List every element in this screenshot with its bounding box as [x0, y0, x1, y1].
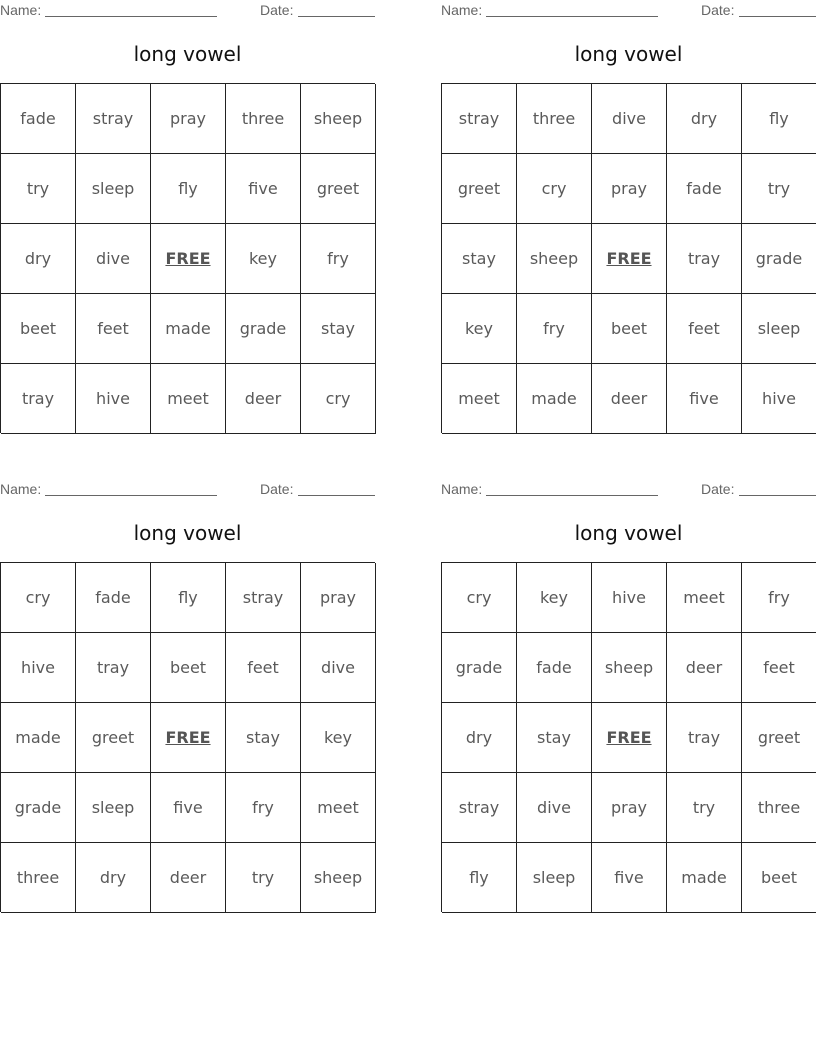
- bingo-cell: fry: [517, 294, 592, 364]
- bingo-cell: feet: [76, 294, 151, 364]
- bingo-cell: beet: [151, 633, 226, 703]
- bingo-cell: sheep: [301, 84, 376, 154]
- name-date-row: [441, 481, 816, 499]
- bingo-cell: dry: [667, 84, 742, 154]
- bingo-cell: beet: [1, 294, 76, 364]
- bingo-cell: sleep: [742, 294, 816, 364]
- bingo-cell: sheep: [301, 843, 376, 913]
- bingo-cell: hive: [76, 364, 151, 434]
- bingo-cell: tray: [1, 364, 76, 434]
- bingo-cell: hive: [592, 563, 667, 633]
- bingo-cell: stray: [442, 84, 517, 154]
- bingo-cell: dive: [592, 84, 667, 154]
- bingo-cell: fry: [301, 224, 376, 294]
- bingo-cell: stray: [442, 773, 517, 843]
- bingo-cell: dive: [76, 224, 151, 294]
- bingo-cell: key: [301, 703, 376, 773]
- date-blank-line: [298, 495, 375, 496]
- card-title: long vowel: [133, 42, 242, 66]
- card-title: long vowel: [133, 521, 242, 545]
- bingo-cell: feet: [667, 294, 742, 364]
- bingo-cell: deer: [226, 364, 301, 434]
- bingo-cell: three: [742, 773, 816, 843]
- bingo-cell: made: [667, 843, 742, 913]
- date-label: Date:: [260, 2, 294, 18]
- bingo-cell: fly: [742, 84, 816, 154]
- bingo-cell: three: [517, 84, 592, 154]
- date-blank-line: [739, 16, 816, 17]
- bingo-cell: dive: [301, 633, 376, 703]
- name-label: Name:: [441, 481, 483, 497]
- bingo-cell: tray: [667, 224, 742, 294]
- bingo-cell: key: [226, 224, 301, 294]
- free-space-cell: FREE: [151, 224, 226, 294]
- bingo-cell: pray: [151, 84, 226, 154]
- bingo-cell: made: [517, 364, 592, 434]
- bingo-cell: grade: [442, 633, 517, 703]
- date-label: Date:: [260, 481, 294, 497]
- bingo-cell: pray: [301, 563, 376, 633]
- bingo-cell: stay: [442, 224, 517, 294]
- bingo-cell: five: [151, 773, 226, 843]
- bingo-cell: beet: [592, 294, 667, 364]
- bingo-cell: five: [667, 364, 742, 434]
- bingo-cell: hive: [1, 633, 76, 703]
- bingo-cell: sheep: [592, 633, 667, 703]
- card-title: long vowel: [574, 521, 683, 545]
- bingo-cell: stay: [517, 703, 592, 773]
- bingo-cell: greet: [76, 703, 151, 773]
- name-blank-line: [45, 16, 217, 17]
- bingo-cell: meet: [151, 364, 226, 434]
- bingo-cell: fade: [1, 84, 76, 154]
- bingo-cell: key: [517, 563, 592, 633]
- bingo-cell: meet: [667, 563, 742, 633]
- bingo-cell: greet: [442, 154, 517, 224]
- date-blank-line: [298, 16, 375, 17]
- bingo-cell: dry: [76, 843, 151, 913]
- bingo-cell: grade: [1, 773, 76, 843]
- bingo-cell: cry: [1, 563, 76, 633]
- bingo-cell: dry: [442, 703, 517, 773]
- bingo-cell: five: [226, 154, 301, 224]
- bingo-cell: meet: [301, 773, 376, 843]
- bingo-cell: stay: [301, 294, 376, 364]
- bingo-cell: beet: [742, 843, 816, 913]
- bingo-cell: fade: [667, 154, 742, 224]
- bingo-cell: sleep: [517, 843, 592, 913]
- bingo-cell: fly: [151, 154, 226, 224]
- name-label: Name:: [0, 481, 42, 497]
- bingo-grid: [0, 83, 375, 433]
- name-date-row: [0, 2, 375, 20]
- name-date-row: [441, 2, 816, 20]
- bingo-cell: feet: [226, 633, 301, 703]
- free-space-cell: FREE: [151, 703, 226, 773]
- bingo-cell: feet: [742, 633, 816, 703]
- bingo-cell: dry: [1, 224, 76, 294]
- bingo-cell: stay: [226, 703, 301, 773]
- bingo-cell: made: [1, 703, 76, 773]
- bingo-cell: stray: [226, 563, 301, 633]
- bingo-cell: deer: [592, 364, 667, 434]
- bingo-cell: five: [592, 843, 667, 913]
- bingo-cell: fade: [517, 633, 592, 703]
- bingo-cell: grade: [742, 224, 816, 294]
- bingo-cell: three: [1, 843, 76, 913]
- bingo-cell: fade: [76, 563, 151, 633]
- bingo-cell: cry: [301, 364, 376, 434]
- bingo-cell: meet: [442, 364, 517, 434]
- bingo-cell: greet: [742, 703, 816, 773]
- bingo-cell: try: [1, 154, 76, 224]
- bingo-cell: hive: [742, 364, 816, 434]
- name-date-row: [0, 481, 375, 499]
- bingo-cell: fry: [742, 563, 816, 633]
- bingo-cell: made: [151, 294, 226, 364]
- bingo-grid: [441, 562, 816, 912]
- bingo-cell: sleep: [76, 154, 151, 224]
- bingo-grid: [441, 83, 816, 433]
- bingo-cell: deer: [151, 843, 226, 913]
- name-blank-line: [45, 495, 217, 496]
- name-blank-line: [486, 16, 658, 17]
- bingo-cell: tray: [667, 703, 742, 773]
- bingo-grid: [0, 562, 375, 912]
- bingo-cell: fly: [442, 843, 517, 913]
- bingo-cell: key: [442, 294, 517, 364]
- bingo-cell: pray: [592, 154, 667, 224]
- bingo-cell: try: [742, 154, 816, 224]
- bingo-cell: grade: [226, 294, 301, 364]
- bingo-cell: deer: [667, 633, 742, 703]
- bingo-cell: dive: [517, 773, 592, 843]
- name-label: Name:: [0, 2, 42, 18]
- bingo-cell: greet: [301, 154, 376, 224]
- card-title: long vowel: [574, 42, 683, 66]
- bingo-cell: try: [226, 843, 301, 913]
- bingo-cell: sheep: [517, 224, 592, 294]
- bingo-cell: try: [667, 773, 742, 843]
- bingo-cell: fly: [151, 563, 226, 633]
- bingo-cell: pray: [592, 773, 667, 843]
- bingo-cell: cry: [517, 154, 592, 224]
- bingo-cell: stray: [76, 84, 151, 154]
- bingo-cell: sleep: [76, 773, 151, 843]
- bingo-cell: tray: [76, 633, 151, 703]
- date-blank-line: [739, 495, 816, 496]
- name-blank-line: [486, 495, 658, 496]
- bingo-cell: fry: [226, 773, 301, 843]
- date-label: Date:: [701, 2, 735, 18]
- bingo-cell: cry: [442, 563, 517, 633]
- date-label: Date:: [701, 481, 735, 497]
- bingo-cell: three: [226, 84, 301, 154]
- free-space-cell: FREE: [592, 703, 667, 773]
- name-label: Name:: [441, 2, 483, 18]
- free-space-cell: FREE: [592, 224, 667, 294]
